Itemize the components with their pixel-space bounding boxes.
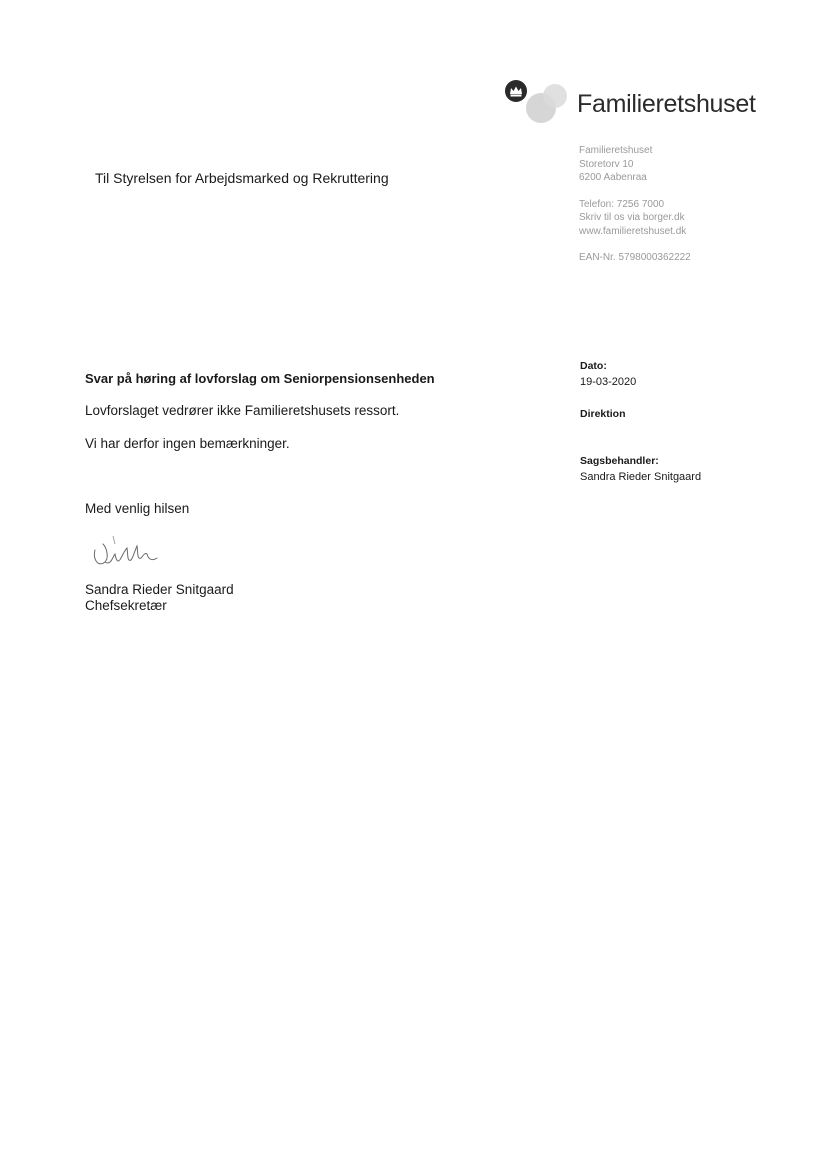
letter-subject: Svar på høring af lovforslag om Seniorpensionsenheden (85, 371, 435, 386)
signer-title: Chefsekretær (85, 598, 167, 613)
sender-phone: Telefon: 7256 7000 (579, 198, 665, 210)
signer-name: Sandra Rieder Snitgaard (85, 582, 234, 597)
body-paragraph-2: Vi har derfor ingen bemærkninger. (85, 436, 290, 451)
logo-circles-icon (525, 82, 575, 126)
sender-web: www.familieretshuset.dk (579, 225, 687, 237)
sender-org: Familieretshuset (579, 145, 653, 156)
sender-city: 6200 Aabenraa (579, 172, 647, 183)
sender-write: Skriv til os via borger.dk (579, 212, 685, 223)
date-value: 19-03-2020 (580, 376, 637, 388)
crown-icon (505, 80, 527, 102)
logo-wordmark: Familieretshuset (577, 90, 756, 118)
sender-address (579, 144, 691, 265)
body-paragraph-1: Lovforslaget vedrører ikke Familieretshusets ressort. (85, 403, 400, 418)
sender-ean: EAN-Nr. 5798000362222 (579, 252, 691, 263)
department-label: Direktion (580, 408, 626, 420)
date-label: Dato: (580, 360, 607, 372)
closing-greeting: Med venlig hilsen (85, 501, 190, 516)
sender-street: Storetorv 10 (579, 158, 634, 170)
handwritten-signature (85, 528, 165, 580)
handler-label: Sagsbehandler: (580, 455, 659, 467)
recipient-line: Til Styrelsen for Arbejdsmarked og Rekruttering (95, 170, 389, 186)
handler-value: Sandra Rieder Snitgaard (580, 471, 702, 483)
